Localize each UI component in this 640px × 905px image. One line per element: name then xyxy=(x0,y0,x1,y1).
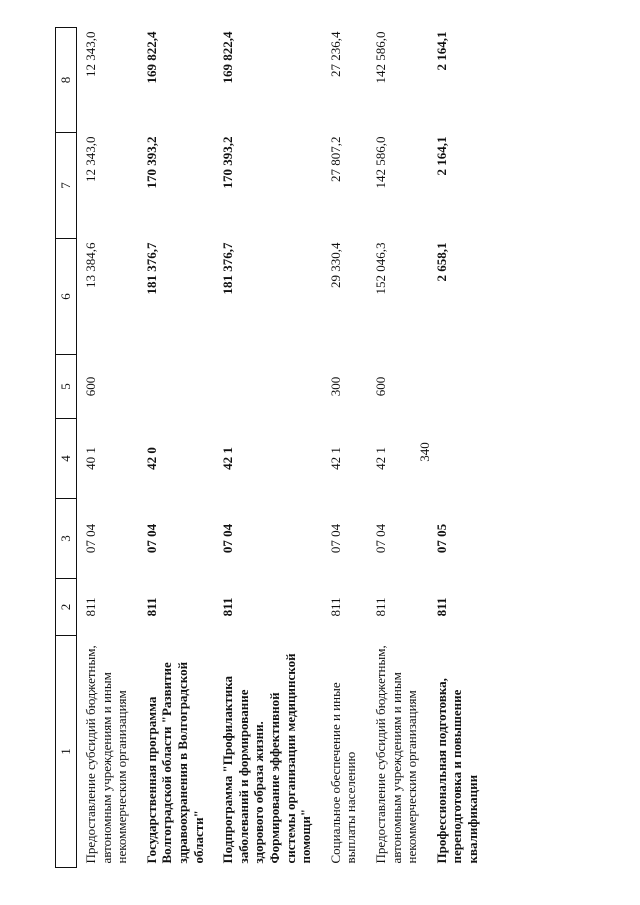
section-code: 07 04 xyxy=(143,523,159,554)
section-code: 07 04 xyxy=(372,523,388,554)
expense-type-code xyxy=(138,355,214,419)
table-row xyxy=(214,28,322,868)
program-code: 40 1 xyxy=(83,447,98,470)
amount-col8: 142 586,0 xyxy=(372,31,388,84)
expense-type-code: 300 xyxy=(327,376,343,397)
ministry-code: 811 xyxy=(372,597,388,617)
program-code: 42 1 xyxy=(220,447,236,470)
column-header: 5 xyxy=(56,355,77,419)
amount-col8: 27 236,4 xyxy=(327,31,343,77)
column-header: 2 xyxy=(56,579,77,636)
ministry-code: 811 xyxy=(83,597,98,617)
row-name: Подпрограмма "Профилактика заболеваний и формирование здорового образа жизни. Формирование эффективной системы организации медицинской помощи" xyxy=(220,653,314,864)
row-name: Профессиональная подготовка, переподготовка и повышение квалификации xyxy=(433,678,480,864)
table-row xyxy=(367,28,428,868)
amount-col8: 12 343,0 xyxy=(83,31,98,77)
column-header: 1 xyxy=(56,636,77,868)
amount-col7: 170 393,2 xyxy=(220,136,236,189)
program-code: 42 1 xyxy=(372,447,388,470)
amount-col6: 181 376,7 xyxy=(143,242,159,295)
ministry-code: 811 xyxy=(433,597,449,617)
ministry-code: 811 xyxy=(327,597,343,617)
column-header: 3 xyxy=(56,499,77,579)
page-number: 340 xyxy=(417,442,432,462)
expense-type-code: 600 xyxy=(83,376,98,397)
row-name: Государственная программа Волгоградской области "Развитие здравоохранения в Волгоградской области" xyxy=(143,661,206,864)
program-code: 42 0 xyxy=(143,447,159,470)
amount-col6: 152 046,3 xyxy=(372,242,388,295)
amount-col7: 142 586,0 xyxy=(372,136,388,189)
ministry-code: 811 xyxy=(220,597,236,617)
amount-col7: 170 393,2 xyxy=(143,136,159,189)
table-row xyxy=(428,28,489,868)
row-name: Социальное обеспечение и иные выплаты населению xyxy=(327,682,359,864)
section-code: 07 04 xyxy=(220,523,236,554)
table-row xyxy=(138,28,214,868)
ministry-code: 811 xyxy=(143,597,159,617)
expense-type-code xyxy=(214,355,322,419)
amount-col6: 13 384,6 xyxy=(83,242,98,288)
budget-table xyxy=(55,27,488,868)
amount-col7: 2 164,1 xyxy=(433,136,449,176)
amount-col7: 27 807,2 xyxy=(327,136,343,182)
row-name: Предоставление субсидий бюджетным, автономным учреждениям и иным некоммерческим организациям xyxy=(83,645,130,864)
column-number-row xyxy=(56,28,77,868)
section-code: 07 04 xyxy=(83,523,98,554)
expense-type-code: 600 xyxy=(372,376,388,397)
column-header: 6 xyxy=(56,239,77,355)
amount-col6: 181 376,7 xyxy=(220,242,236,295)
row-name: Предоставление субсидий бюджетным, автономным учреждениям и иным некоммерческим организациям xyxy=(372,645,420,864)
amount-col7: 12 343,0 xyxy=(83,136,98,182)
column-header: 4 xyxy=(56,419,77,499)
amount-col6: 2 658,1 xyxy=(433,242,449,282)
amount-col8: 2 164,1 xyxy=(433,31,449,71)
amount-col6: 29 330,4 xyxy=(327,242,343,288)
table-row xyxy=(322,28,367,868)
amount-col8: 169 822,4 xyxy=(143,31,159,84)
table-row xyxy=(77,28,138,868)
section-code: 07 04 xyxy=(327,523,343,554)
expense-type-code xyxy=(428,355,489,419)
program-code xyxy=(428,419,489,499)
section-code: 07 05 xyxy=(433,523,449,554)
column-header: 7 xyxy=(56,133,77,239)
column-header: 8 xyxy=(56,28,77,133)
program-code: 42 1 xyxy=(327,447,343,470)
amount-col8: 169 822,4 xyxy=(220,31,236,84)
